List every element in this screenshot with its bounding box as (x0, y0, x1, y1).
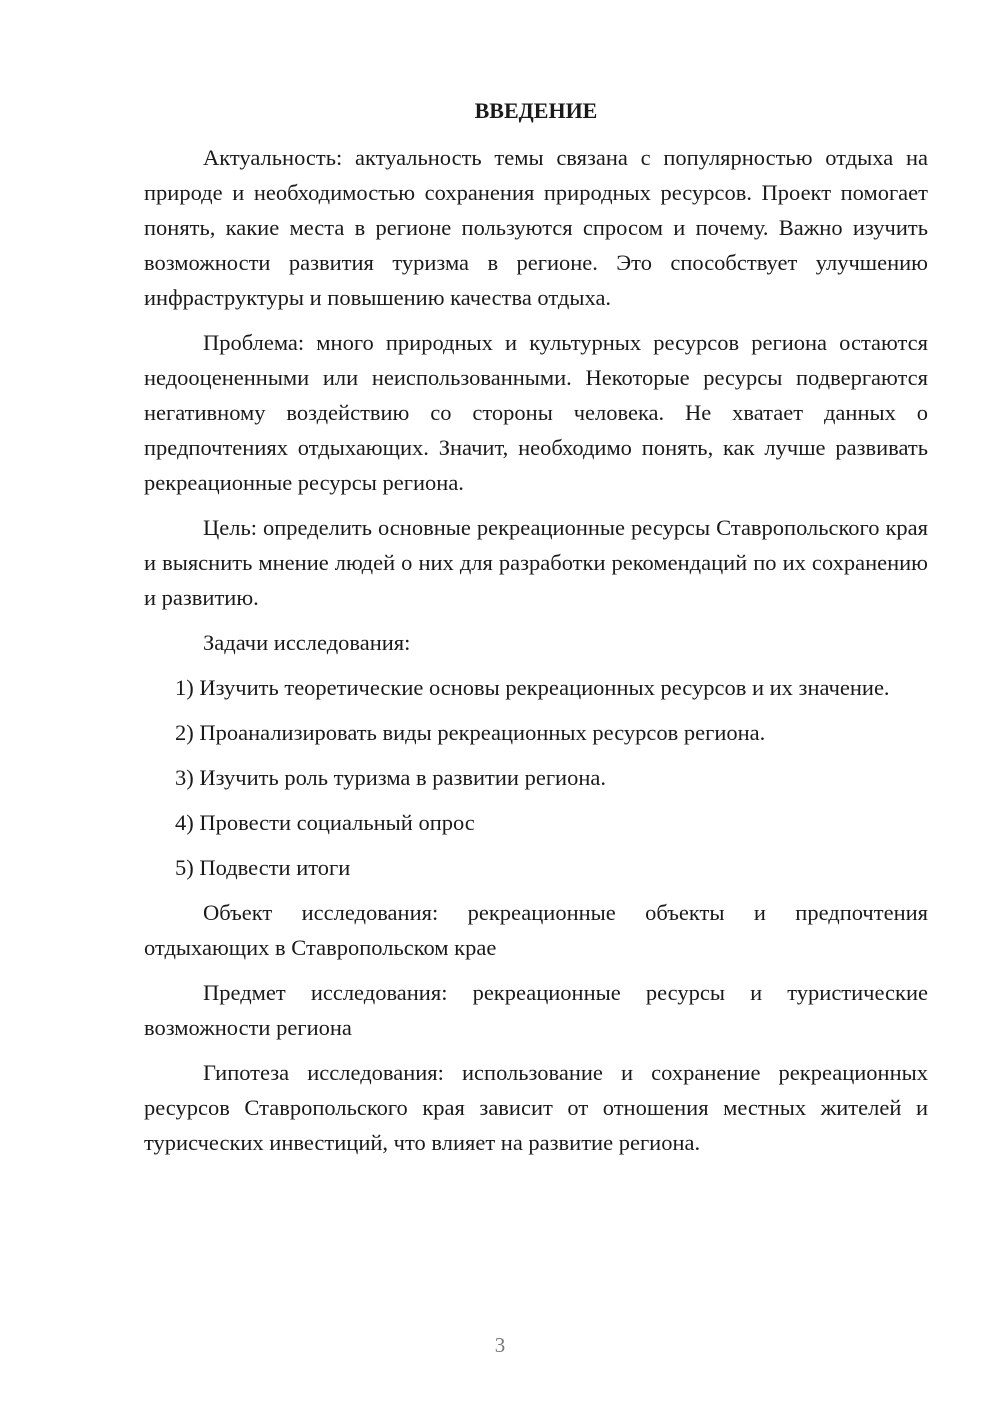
hypothesis-paragraph: Гипотеза исследования: использование и сохранение рекреационных ресурсов Ставропольского края зависит от отношения местных жителей и турисческих инвестиций, что влияет на развитие региона. (144, 1060, 928, 1155)
task-item: 4) Провести социальный опрос (175, 810, 475, 835)
task-item: 5) Подвести итоги (175, 855, 351, 880)
tasks-heading: Задачи исследования: (203, 630, 411, 655)
page-number: 3 (494, 1333, 506, 1357)
task-item: 2) Проанализировать виды рекреационных ресурсов региона. (175, 720, 766, 745)
goal-paragraph: Цель: определить основные рекреационные ресурсы Ставропольского края и выяснить мнение людей о них для разработки рекомендаций по их сохранению и развитию. (144, 515, 928, 610)
problem-paragraph: Проблема: много природных и культурных ресурсов региона остаются недооцененными или неиспользованными. Некоторые ресурсы подвергаются негативному воздействию со стороны человека. Не хватает данных о предпочтениях отдыхающих. Значит, необходимо понять, как лучше развивать рекреационные ресурсы региона. (144, 330, 928, 495)
subject-paragraph: Предмет исследования: рекреационные ресурсы и туристические возможности региона (144, 980, 928, 1040)
task-item: 1) Изучить теоретические основы рекреационных ресурсов и их значение. (175, 675, 890, 700)
task-item: 3) Изучить роль туризма в развитии региона. (175, 765, 607, 790)
section-title: ВВЕДЕНИЕ (474, 98, 598, 123)
object-paragraph: Объект исследования: рекреационные объекты и предпочтения отдыхающих в Ставропольском крае (144, 900, 928, 960)
page-content (144, 96, 928, 1170)
relevance-paragraph: Актуальность: актуальность темы связана с популярностью отдыха на природе и необходимостью сохранения природных ресурсов. Проект помогает понять, какие места в регионе пользуются спросом и почему. Важно изучить возможности развития туризма в регионе. Это способствует улучшению инфраструктуры и повышению качества отдыха. (144, 145, 928, 310)
